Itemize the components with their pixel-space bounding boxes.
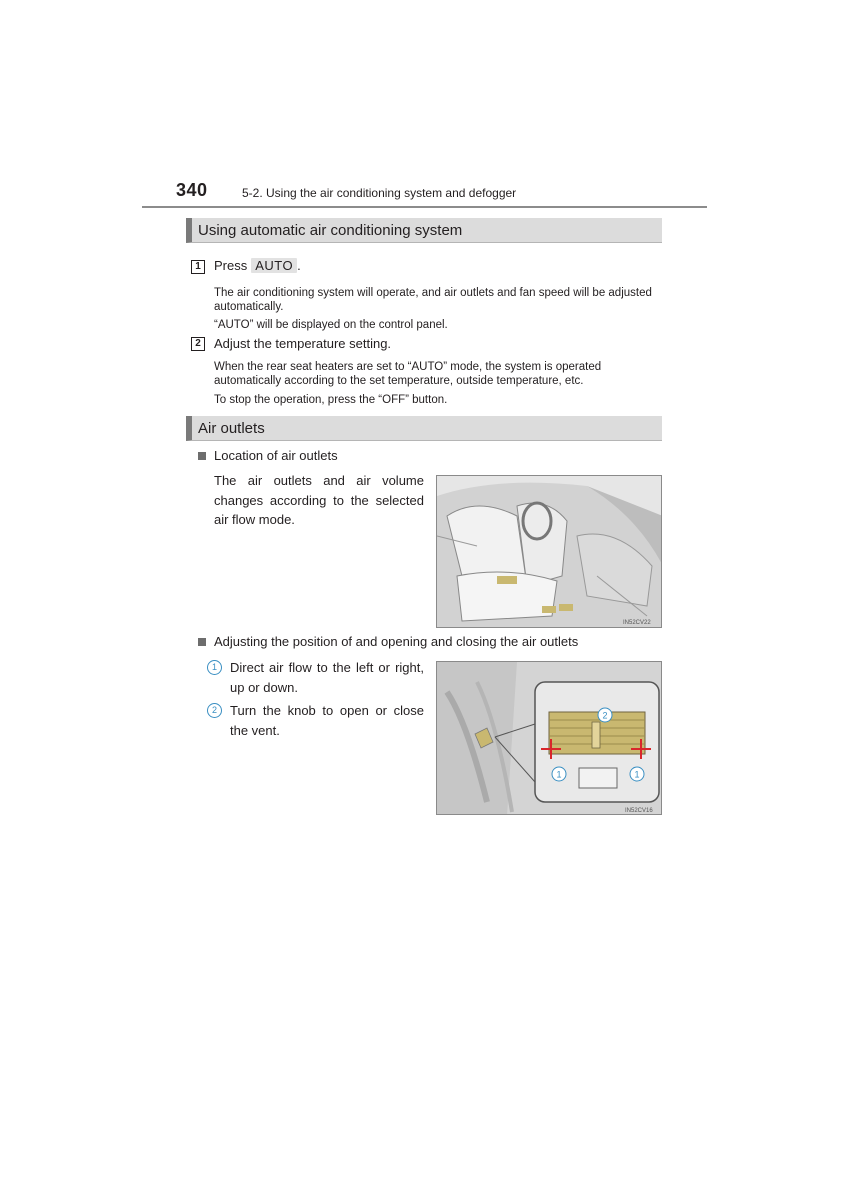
- item-1-text: Direct air flow to the left or right, up or down.: [230, 660, 424, 695]
- vent-callout-1-left: 1: [556, 769, 562, 780]
- step-1-note-1: The air conditioning system will operate, and air outlets and fan speed will be adjusted automatically.: [214, 287, 652, 313]
- square-bullet-icon: [198, 452, 206, 460]
- page-number: 340: [176, 180, 208, 200]
- car-interior-illustration: [437, 476, 662, 628]
- section-heading-air-outlets: Air outlets: [186, 416, 662, 441]
- step-number-2: 2: [191, 337, 205, 351]
- figure-2-code: IN52CV16: [625, 808, 653, 814]
- header-rule: [142, 206, 707, 208]
- step-1-note-2: “AUTO” will be displayed on the control panel.: [214, 319, 448, 331]
- item-2-text: Turn the knob to open or close the vent.: [230, 703, 424, 738]
- step-1-prefix: Press: [214, 258, 248, 273]
- air-vent-illustration: [437, 662, 662, 815]
- step-2-note-2: To stop the operation, press the “OFF” button.: [214, 394, 448, 406]
- car-interior-figure: [436, 475, 662, 628]
- location-body: The air outlets and air volume changes according to the selected air flow mode.: [214, 473, 424, 527]
- vent-callout-1-right: 1: [634, 769, 640, 780]
- vent-callout-2: 2: [602, 710, 608, 721]
- auto-button-label: AUTO: [251, 258, 297, 273]
- chapter-title: 5-2. Using the air conditioning system and defogger: [242, 186, 517, 200]
- adjusting-heading: Adjusting the position of and opening and closing the air outlets: [214, 634, 579, 649]
- section-heading-auto-ac: Using automatic air conditioning system: [186, 218, 662, 243]
- step-1-suffix: .: [297, 258, 301, 273]
- step-2-text: Adjust the temperature setting.: [214, 336, 392, 351]
- air-vent-figure: [436, 661, 662, 815]
- step-number-1: 1: [191, 260, 205, 274]
- location-heading: Location of air outlets: [214, 448, 338, 463]
- item-2-circle: 2: [207, 703, 222, 718]
- figure-1-code: IN52CV22: [623, 620, 651, 626]
- square-bullet-icon: [198, 638, 206, 646]
- item-1-circle: 1: [207, 660, 222, 675]
- step-2-note-1: When the rear seat heaters are set to “AUTO” mode, the system is operated automatically according to the set temperature, outside temperature, etc.: [214, 361, 602, 387]
- step-1-text: [214, 258, 301, 273]
